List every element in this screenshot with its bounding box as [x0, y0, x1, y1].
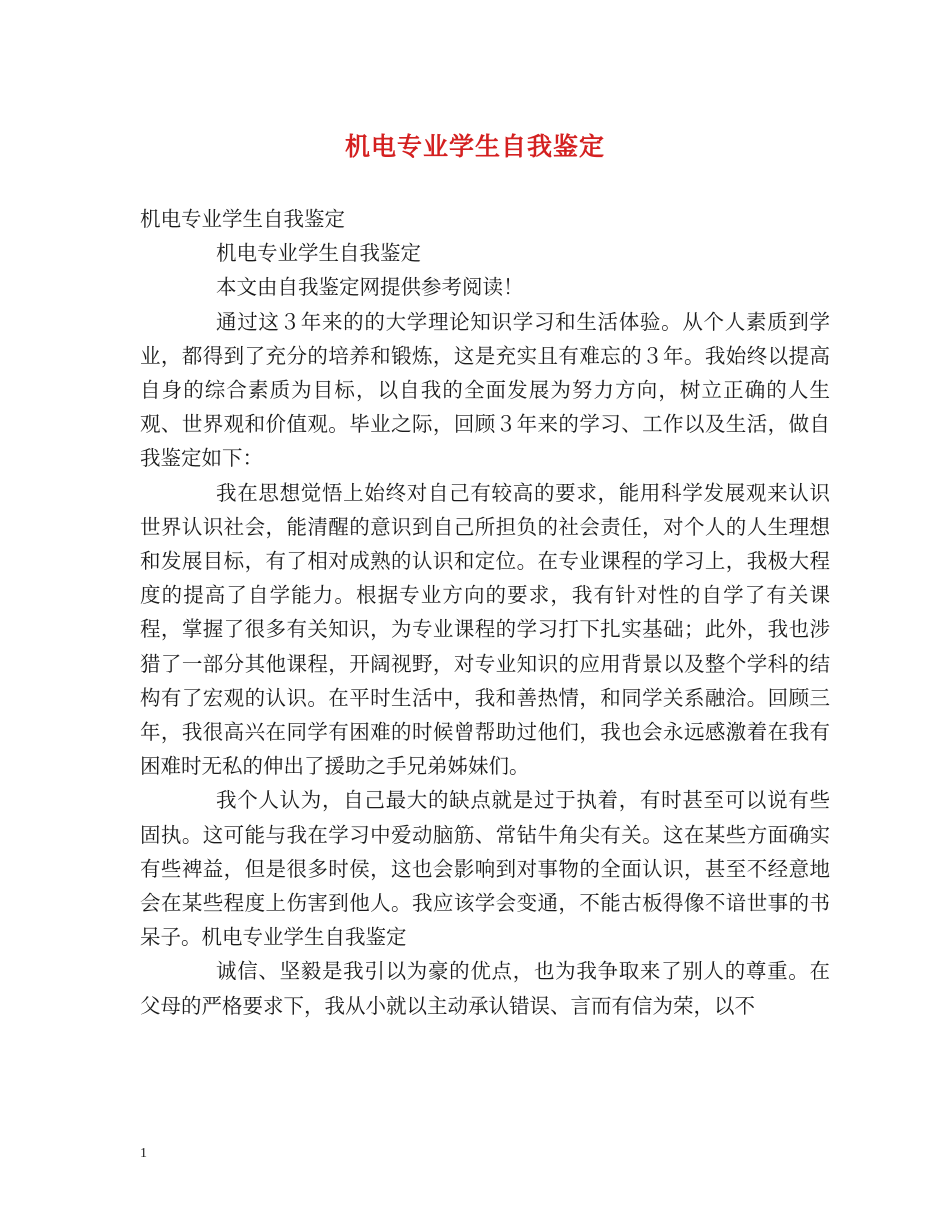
body-heading: 机电专业学生自我鉴定 [140, 207, 345, 231]
source-note: 本文由自我鉴定网提供参考阅读！ [216, 275, 524, 300]
paragraph-intro: 通过这３年来的的大学理论知识学习和生活体验。从个人素质到学业，都得到了充分的培养和锻炼，这是充实且有难忘的３年。我始终以提高自身的综合素质为目标，以自我的全面发展为努力方向，树立正确的人生观、世界观和价值观。毕业之际，回顾３年来的学习、工作以及生活，做自我鉴定如下： [140, 309, 830, 471]
page-number: 1 [140, 1146, 147, 1161]
paragraph-weakness: 我个人认为，自己最大的缺点就是过于执着，有时甚至可以说有些固执。这可能与我在学习中爱动脑筋、常钻牛角尖有关。这在某些方面确实有些裨益，但是很多时侯，这也会影响到对事物的全面认识，甚至不经意地会在某些程度上伤害到他人。我应该学会变通，不能古板得像不谙世事的书呆子。机电专业学生自我鉴定 [140, 788, 830, 950]
paragraph-thought: 我在思想觉悟上始终对自己有较高的要求，能用科学发展观来认识世界认识社会，能清醒的意识到自己所担负的社会责任，对个人的人生理想和发展目标，有了相对成熟的认识和定位。在专业课程的学习上，我极大程度的提高了自学能力。根据专业方向的要求，我有针对性的自学了有关课程，掌握了很多有关知识，为专业课程的学习打下扎实基础；此外，我也涉猎了一部分其他课程，开阔视野，对专业知识的应用背景以及整个学科的结构有了宏观的认识。在平时生活中，我和善热情，和同学关系融洽。回顾三年，我很高兴在同学有困难的时候曾帮助过他们，我也会永远感激着在我有困难时无私的伸出了援助之手兄弟姊妹们。 [140, 480, 830, 779]
subtitle-line: 机电专业学生自我鉴定 [216, 241, 421, 266]
page-title: 机电专业学生自我鉴定 [344, 132, 605, 161]
paragraph-strength: 诚信、坚毅是我引以为豪的优点，也为我争取来了别人的尊重。在父母的严格要求下，我从小就以主动承认错误、言而有信为荣，以不 [140, 959, 830, 1018]
document-body [140, 202, 830, 1023]
